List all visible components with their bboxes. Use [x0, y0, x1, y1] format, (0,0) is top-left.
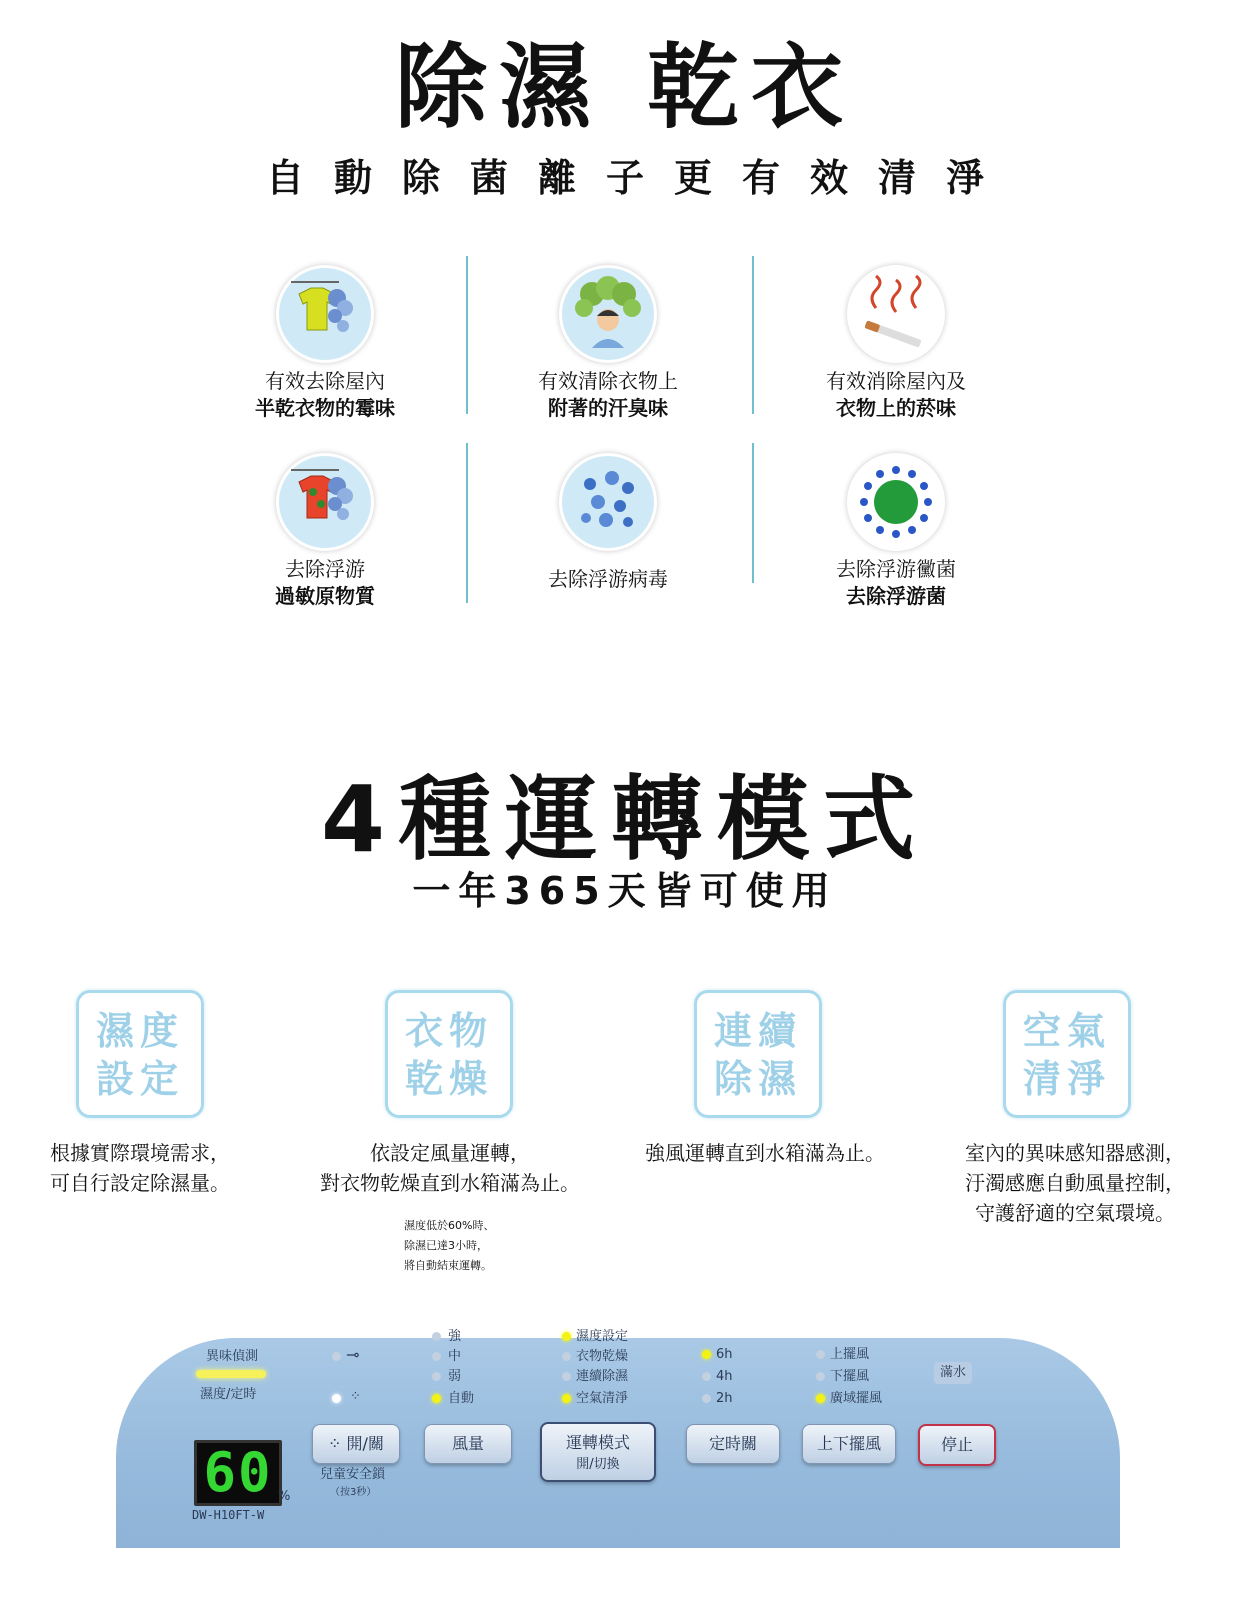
- feature-line1: 有效消除屋內及: [826, 369, 966, 393]
- mode-name: 衣物: [404, 1009, 493, 1053]
- child-lock-hint: （按3秒）: [330, 1487, 377, 1498]
- humidity-display: 60: [194, 1440, 282, 1506]
- cigarette-smoke-icon: [850, 268, 942, 360]
- virus-icon: [562, 456, 654, 548]
- display-unit: %: [278, 1489, 291, 1504]
- swing-label: 廣域擺風: [830, 1391, 883, 1406]
- desc-line: 強風運轉直到水箱滿為止。: [645, 1141, 885, 1165]
- ion-icon: ⁘: [328, 1434, 347, 1453]
- mode-description: [20, 1138, 260, 1198]
- mode-description: [625, 1138, 905, 1168]
- button-label: 開/關: [346, 1434, 384, 1453]
- fan-speed-button[interactable]: 風量: [424, 1424, 512, 1464]
- button-label: 開/切換: [576, 1457, 620, 1472]
- moldy-shirt-icon: [279, 268, 371, 360]
- mode-description: [940, 1138, 1210, 1228]
- mode-name: 設定: [95, 1057, 184, 1101]
- mode-name: 濕度: [95, 1009, 184, 1053]
- ion-indicator: [332, 1394, 341, 1403]
- mode-label: 衣物乾燥: [576, 1349, 629, 1364]
- timer-off-button[interactable]: 定時關: [686, 1424, 780, 1464]
- feature-item: [185, 268, 465, 422]
- child-lock-label: 兒童安全鎖: [320, 1467, 386, 1482]
- swing-label: 上擺風: [830, 1347, 870, 1362]
- button-label: 運轉模式: [565, 1433, 630, 1452]
- feature-line2: 半乾衣物的霉味: [255, 396, 395, 420]
- fan-level-label: 弱: [448, 1369, 462, 1384]
- allergen-shirt-icon: [279, 456, 371, 548]
- desc-line: 汙濁感應自動風量控制，: [965, 1171, 1185, 1195]
- desc-line: 依設定風量運轉，: [370, 1141, 530, 1165]
- model-number: DW-H10FT-W: [192, 1508, 265, 1522]
- timer-label: 6h: [716, 1347, 733, 1362]
- swing-label: 下擺風: [830, 1369, 870, 1384]
- mode-name: 乾燥: [404, 1057, 493, 1101]
- main-subtitle: 自動除菌離子更有效清淨: [265, 156, 1014, 200]
- divider: [752, 443, 754, 583]
- mode-label: 濕度設定: [576, 1329, 629, 1344]
- fan-level-label: 自動: [448, 1391, 475, 1406]
- feature-item: [468, 268, 748, 422]
- feature-line1: 去除浮游病毒: [548, 567, 668, 591]
- timer-dot: [702, 1350, 711, 1359]
- divider: [752, 256, 754, 414]
- mode-name: 除濕: [713, 1057, 802, 1101]
- timer-dot: [702, 1372, 711, 1381]
- mode-description: [300, 1138, 600, 1198]
- feature-line1: 有效清除衣物上: [538, 369, 678, 393]
- mode-badge-clothes-dry: [385, 990, 513, 1118]
- swing-dot: [816, 1350, 825, 1359]
- desc-line: 可自行設定除濕量。: [50, 1171, 230, 1195]
- stop-button[interactable]: 停止: [918, 1424, 996, 1466]
- mode-label: 連續除濕: [576, 1369, 629, 1384]
- modes-subtitle: 一年365天皆可使用: [412, 869, 838, 913]
- odor-indicator-bar: [196, 1370, 266, 1378]
- sweat-odor-icon: [562, 268, 654, 360]
- desc-line: 守護舒適的空氣環境。: [975, 1201, 1175, 1225]
- odor-sensor-label: 異味偵測: [206, 1349, 259, 1364]
- swing-dot: [816, 1394, 825, 1403]
- key-icon: ⊸: [346, 1345, 360, 1364]
- feature-line2: 附著的汗臭味: [548, 396, 668, 420]
- lock-indicator: [332, 1352, 341, 1361]
- feature-item: [756, 456, 1036, 610]
- feature-item: [756, 268, 1036, 422]
- fan-level-dot: [432, 1394, 441, 1403]
- desc-line: 對衣物乾燥直到水箱滿為止。: [320, 1171, 580, 1195]
- fan-level-dot: [432, 1372, 441, 1381]
- mode-dot: [562, 1332, 571, 1341]
- mode-name: 空氣: [1022, 1009, 1111, 1053]
- feature-line1: 去除浮游: [285, 557, 365, 581]
- desc-line: 根據實際環境需求，: [50, 1141, 230, 1165]
- swing-dot: [816, 1372, 825, 1381]
- mode-label: 空氣清淨: [576, 1391, 629, 1406]
- fan-level-dot: [432, 1332, 441, 1341]
- swing-button[interactable]: 上下擺風: [802, 1424, 896, 1464]
- auto-stop-note: [404, 1216, 494, 1276]
- feature-line2: 去除浮游菌: [846, 584, 946, 608]
- mode-badge-humidity: [76, 990, 204, 1118]
- timer-dot: [702, 1394, 711, 1403]
- mode-badge-air-clean: [1003, 990, 1131, 1118]
- note-line: 將自動結束運轉。: [404, 1259, 492, 1272]
- mode-dot: [562, 1352, 571, 1361]
- feature-line1: 去除浮游黴菌: [836, 557, 956, 581]
- feature-line2: 衣物上的菸味: [836, 396, 956, 420]
- main-title: 除濕 乾衣: [394, 34, 856, 141]
- feature-line2: 過敏原物質: [275, 584, 375, 608]
- mode-badge-continuous: [694, 990, 822, 1118]
- feature-item: [468, 456, 748, 593]
- fan-level-dot: [432, 1352, 441, 1361]
- note-line: 除濕已達3小時，: [404, 1239, 488, 1252]
- mode-switch-button[interactable]: [540, 1422, 656, 1482]
- timer-label: 2h: [716, 1391, 733, 1406]
- mode-name: 連續: [713, 1009, 802, 1053]
- feature-item: [185, 456, 465, 610]
- fan-level-label: 中: [448, 1349, 462, 1364]
- humidity-timer-label: 濕度/定時: [200, 1387, 257, 1402]
- timer-label: 4h: [716, 1369, 733, 1384]
- note-line: 濕度低於60%時、: [404, 1219, 495, 1232]
- ion-toggle-button[interactable]: [312, 1424, 400, 1464]
- control-panel: [116, 1329, 1120, 1548]
- full-water-indicator: 滿水: [934, 1362, 972, 1384]
- desc-line: 室內的異味感知器感測，: [965, 1141, 1185, 1165]
- mode-dot: [562, 1394, 571, 1403]
- feature-line1: 有效去除屋內: [265, 369, 385, 393]
- mode-name: 清淨: [1022, 1057, 1111, 1101]
- ion-icon: ⁘: [350, 1389, 361, 1404]
- bacteria-icon: [850, 456, 942, 548]
- mode-dot: [562, 1372, 571, 1381]
- modes-title: 4種運轉模式: [320, 766, 929, 873]
- fan-level-label: 強: [448, 1329, 462, 1344]
